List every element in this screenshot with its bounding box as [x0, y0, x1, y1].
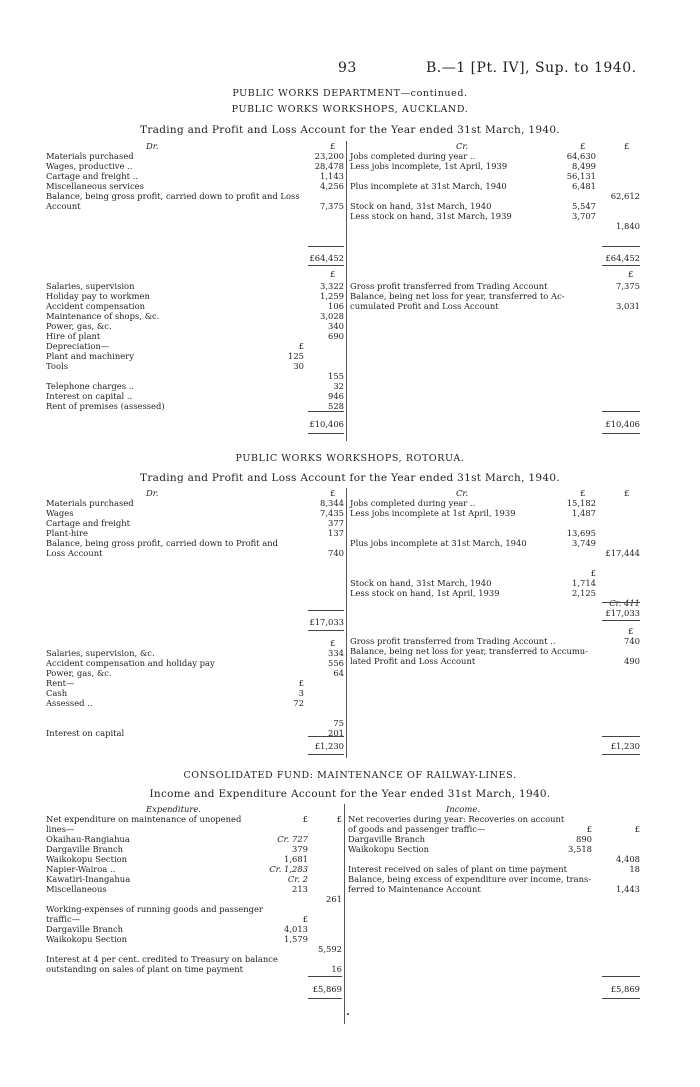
ledger-row [46, 854, 342, 864]
pound-heading: £ [330, 141, 336, 151]
ledger-row [46, 311, 344, 321]
row-label: Kawatiri-Inangahua [46, 874, 131, 884]
ledger-row [350, 221, 640, 231]
rule [308, 998, 342, 999]
rotorua-title: PUBLIC WORKS WORKSHOPS, ROTORUA. [235, 453, 465, 464]
ledger-row [348, 814, 640, 824]
row-amount: 75 [333, 718, 344, 728]
document-reference: B.—1 [Pt. IV], Sup. to 1940. [426, 60, 637, 76]
row-label: lines— [46, 824, 75, 834]
dr-label: Dr. [146, 141, 159, 151]
row-amount: £17,444 [605, 548, 640, 558]
ledger-row [46, 824, 342, 834]
cr-section [350, 151, 640, 231]
row-label: Balance, being net loss for year, transferred to Ac- [350, 291, 565, 301]
rule [602, 411, 640, 412]
ledger-row [46, 874, 342, 884]
row-amount: Cr. 411 [609, 598, 640, 608]
total2-cr: £10,406 [605, 419, 640, 429]
row-label: Rent— [46, 678, 75, 688]
row-label: Net recoveries during year: Recoveries on account [348, 814, 565, 824]
row-label: Interest on capital .. [46, 391, 133, 401]
row-label: of goods and passenger traffic— [348, 824, 486, 834]
rule [308, 246, 344, 247]
row-amount: 6,481 [572, 181, 596, 191]
rule [602, 246, 640, 247]
ledger-row [350, 646, 640, 656]
dr2-section [46, 281, 344, 411]
total-cr: £17,033 [605, 608, 640, 618]
total-income: £5,869 [610, 984, 640, 994]
row-label: Jobs completed during year .. [350, 151, 476, 161]
ledger-row [46, 904, 342, 914]
row-label: Cartage and freight .. [46, 171, 138, 181]
row-amount: 740 [624, 636, 640, 646]
row-amount: 1,143 [320, 171, 344, 181]
ledger-row [350, 518, 640, 528]
ledger-row [350, 568, 640, 578]
row-amount: 946 [328, 391, 344, 401]
cr2-section [350, 281, 640, 311]
ledger-row [46, 648, 344, 658]
rule [602, 265, 640, 266]
total-dr: £17,033 [309, 617, 344, 627]
row-label: Materials purchased [46, 498, 134, 508]
cr2-section [350, 636, 640, 666]
row-amount: £ [586, 824, 592, 834]
total-dr: £64,452 [309, 253, 344, 263]
row-amount: 64,630 [566, 151, 596, 161]
row-amount: 890 [576, 834, 592, 844]
rule [602, 620, 640, 621]
row-label: Okaihau-Rangiahua [46, 834, 130, 844]
ledger-row [46, 688, 344, 698]
row-label: Stock on hand, 31st March, 1940 [350, 578, 492, 588]
row-amount: 1,681 [284, 854, 308, 864]
row-label: ferred to Maintenance Account [348, 884, 481, 894]
ledger-row [46, 658, 344, 668]
ledger-row [46, 678, 344, 688]
row-amount: 3,518 [568, 844, 592, 854]
row-amount: 64 [333, 668, 344, 678]
row-amount: 125 [288, 351, 304, 361]
row-label: Telephone charges .. [46, 381, 135, 391]
row-amount: 690 [328, 331, 344, 341]
row-amount: £ [590, 568, 596, 578]
row-amount: 13,695 [566, 528, 596, 538]
row-amount: 1,487 [572, 508, 596, 518]
ledger-row [46, 151, 344, 161]
row-amount: 155 [328, 371, 344, 381]
row-amount: 32 [333, 381, 344, 391]
ledger-row [348, 834, 640, 844]
railway-account [46, 804, 640, 1024]
row-label: Miscellaneous services [46, 181, 144, 191]
ledger-row [46, 924, 342, 934]
ledger-row [46, 894, 342, 904]
column-divider [346, 488, 347, 758]
ledger-row [46, 301, 344, 311]
row-amount: 23,200 [314, 151, 344, 161]
row-label: Interest received on sales of plant on time payment [348, 864, 567, 874]
row-amount: 213 [292, 884, 308, 894]
ledger-row [350, 301, 640, 311]
rule [308, 265, 344, 266]
row-amount: 1,579 [284, 934, 308, 944]
rule [602, 433, 640, 434]
row-amount: 377 [328, 518, 344, 528]
row-label: Balance, being net loss for year, transferred to Accumu- [350, 646, 589, 656]
ledger-row [46, 548, 344, 558]
railway-title: CONSOLIDATED FUND: MAINTENANCE OF RAILWAY-LINES. [183, 770, 517, 781]
ledger-row [46, 708, 344, 718]
row-label: Account [46, 201, 81, 211]
row-amount: 201 [328, 728, 344, 738]
row-label: Dargaville Branch [348, 834, 426, 844]
total2-dr: £1,230 [314, 741, 344, 751]
row-label: Power, gas, &c. [46, 321, 112, 331]
ledger-row [46, 401, 344, 411]
row-label: Miscellaneous [46, 884, 107, 894]
row-label: Accident compensation and holiday pay [46, 658, 215, 668]
row-label: Accident compensation [46, 301, 146, 311]
row-label: Plus jobs incomplete at 31st March, 1940 [350, 538, 527, 548]
row-amount: 2,125 [572, 588, 596, 598]
row-amount: 3,749 [572, 538, 596, 548]
row-label: cumulated Profit and Loss Account [350, 301, 499, 311]
dr-label: Dr. [146, 488, 159, 498]
ledger-row [350, 558, 640, 568]
row-amount: £ [298, 678, 304, 688]
row-amount: 3,322 [320, 281, 344, 291]
ledger-row [46, 508, 344, 518]
ledger-row [46, 371, 344, 381]
ledger-row [46, 341, 344, 351]
ledger-row [350, 181, 640, 191]
ledger-row [350, 498, 640, 508]
row-label: lated Profit and Loss Account [350, 656, 476, 666]
ledger-row [348, 874, 640, 884]
ledger-row [46, 718, 344, 728]
pound-heading: £ [330, 638, 336, 648]
row-label: Wages, productive .. [46, 161, 133, 171]
row-amount: £ [336, 814, 342, 824]
row-amount: 16 [331, 964, 342, 974]
row-amount: 4,256 [320, 181, 344, 191]
row-amount: 4,013 [284, 924, 308, 934]
rule [602, 754, 640, 755]
row-label: Cartage and freight [46, 518, 131, 528]
row-amount: 379 [292, 844, 308, 854]
row-amount: 340 [328, 321, 344, 331]
rule [308, 630, 344, 631]
ledger-row [46, 161, 344, 171]
row-label: Plant and machinery [46, 351, 134, 361]
ledger-row [46, 381, 344, 391]
ledger-row [46, 884, 342, 894]
auckland-account [46, 141, 640, 441]
row-label: Waikokopu Section [348, 844, 430, 854]
ledger-row [350, 291, 640, 301]
row-amount: 30 [293, 361, 304, 371]
ledger-row [350, 191, 640, 201]
rule [602, 736, 640, 737]
row-amount: 1,259 [320, 291, 344, 301]
row-label: Jobs completed during year .. [350, 498, 476, 508]
ledger-row [46, 668, 344, 678]
ledger-row [350, 528, 640, 538]
total2-dr: £10,406 [309, 419, 344, 429]
row-label: Less stock on hand, 31st March, 1939 [350, 211, 512, 221]
row-label: Assessed .. [46, 698, 93, 708]
ledger-row [46, 391, 344, 401]
pound-heading: £ [580, 488, 586, 498]
rule [602, 976, 640, 977]
cr-label: Cr. [456, 488, 469, 498]
row-label: Depreciation— [46, 341, 110, 351]
column-divider [344, 804, 345, 1024]
ledger-row [46, 538, 344, 548]
row-amount: £ [634, 824, 640, 834]
ledger-row [46, 834, 342, 844]
total-cr: £64,452 [605, 253, 640, 263]
row-label: Materials purchased [46, 151, 134, 161]
row-amount: 7,435 [320, 508, 344, 518]
ledger-row [350, 508, 640, 518]
pound-heading: £ [330, 269, 336, 279]
ledger-row [350, 211, 640, 221]
row-amount: 5,547 [572, 201, 596, 211]
ledger-row [46, 321, 344, 331]
row-amount: Cr. 727 [277, 834, 308, 844]
row-label: Gross profit transferred from Trading Account [350, 281, 548, 291]
row-amount: 1,443 [616, 884, 640, 894]
row-amount: 15,182 [566, 498, 596, 508]
pound-heading: £ [624, 488, 630, 498]
ledger-row [46, 964, 342, 974]
row-label: Net expenditure on maintenance of unopened [46, 814, 242, 824]
row-label: Plant-hire [46, 528, 88, 538]
dr-section [46, 498, 344, 558]
ledger-row [46, 171, 344, 181]
row-amount: 261 [326, 894, 342, 904]
ledger-row [350, 636, 640, 646]
row-label: Less stock on hand, 1st April, 1939 [350, 588, 500, 598]
row-label: Less jobs incomplete, 1st April, 1939 [350, 161, 508, 171]
ledger-row [46, 191, 344, 201]
row-amount: 3,707 [572, 211, 596, 221]
row-amount: 8,344 [320, 498, 344, 508]
ledger-row [350, 548, 640, 558]
ledger-row [348, 824, 640, 834]
rule [308, 754, 344, 755]
row-amount: 7,375 [616, 281, 640, 291]
ledger-row [46, 814, 342, 824]
ledger-row [350, 656, 640, 666]
row-amount: 528 [328, 401, 344, 411]
ledger-row [348, 854, 640, 864]
row-amount: 62,612 [610, 191, 640, 201]
dr2-section [46, 648, 344, 738]
row-amount: 740 [328, 548, 344, 558]
row-amount: 7,375 [320, 201, 344, 211]
cr-section [350, 498, 640, 608]
rotorua-account [46, 488, 640, 758]
row-label: Wages [46, 508, 74, 518]
pound-heading: £ [628, 269, 634, 279]
decorative-dot [347, 1013, 349, 1015]
ledger-row [350, 161, 640, 171]
dr-section [46, 151, 344, 211]
ledger-row [46, 361, 344, 371]
ledger-row [46, 281, 344, 291]
row-label: Tools [46, 361, 68, 371]
page-number: 93 [338, 60, 357, 76]
row-amount: 1,840 [616, 221, 640, 231]
row-label: Stock on hand, 31st March, 1940 [350, 201, 492, 211]
row-label: Interest on capital [46, 728, 125, 738]
row-amount: 3 [298, 688, 304, 698]
ledger-row [46, 498, 344, 508]
row-label: Power, gas, &c. [46, 668, 112, 678]
row-amount: 556 [328, 658, 344, 668]
pound-heading: £ [624, 141, 630, 151]
row-amount: 490 [624, 656, 640, 666]
ledger-row [350, 201, 640, 211]
row-amount: £ [298, 341, 304, 351]
row-label: Salaries, supervision [46, 281, 135, 291]
row-label: Balance, being excess of expenditure over income, trans- [348, 874, 592, 884]
income-label: Income. [446, 804, 480, 814]
ledger-row [350, 538, 640, 548]
row-label: Napier-Wairoa .. [46, 864, 116, 874]
row-amount: 106 [328, 301, 344, 311]
row-label: Balance, being gross profit, carried down to Profit and [46, 538, 279, 548]
ledger-row [46, 844, 342, 854]
row-amount: 18 [629, 864, 640, 874]
row-label: Dargaville Branch [46, 924, 124, 934]
ledger-row [348, 844, 640, 854]
ledger-row [46, 181, 344, 191]
rule [602, 602, 640, 603]
row-label: Maintenance of shops, &c. [46, 311, 160, 321]
row-amount: Cr. 2 [287, 874, 308, 884]
row-label: Cash [46, 688, 68, 698]
row-label: Hire of plant [46, 331, 101, 341]
department-title: PUBLIC WORKS DEPARTMENT—continued. [232, 88, 468, 99]
row-label: Less jobs incomplete at 1st April, 1939 [350, 508, 516, 518]
ledger-row [46, 331, 344, 341]
row-label: Waikokopu Section [46, 854, 128, 864]
row-amount: £ [302, 814, 308, 824]
column-divider [346, 141, 347, 441]
row-label: Plus incomplete at 31st March, 1940 [350, 181, 507, 191]
ledger-row [46, 201, 344, 211]
rule [308, 411, 344, 412]
row-label: outstanding on sales of plant on time payment [46, 964, 243, 974]
row-amount: 72 [293, 698, 304, 708]
ledger-row [46, 864, 342, 874]
row-label: Holiday pay to workmen [46, 291, 150, 301]
row-amount: 1,714 [572, 578, 596, 588]
ledger-row [350, 578, 640, 588]
pound-heading: £ [580, 141, 586, 151]
auckland-subtitle: Trading and Profit and Loss Account for the Year ended 31st March, 1940. [140, 124, 560, 136]
income-section [348, 814, 640, 894]
ledger-row [350, 281, 640, 291]
auckland-title: PUBLIC WORKS WORKSHOPS, AUCKLAND. [231, 104, 469, 115]
row-label: Interest at 4 per cent. credited to Treasury on balance [46, 954, 278, 964]
row-label: Salaries, supervision, &c. [46, 648, 155, 658]
row-amount: 137 [328, 528, 344, 538]
ledger-row [350, 598, 640, 608]
ledger-row [348, 884, 640, 894]
row-amount: 28,478 [314, 161, 344, 171]
row-label: Balance, being gross profit, carried down to profit and Loss [46, 191, 300, 201]
row-amount: 3,028 [320, 311, 344, 321]
rule [308, 433, 344, 434]
ledger-row [350, 151, 640, 161]
rule [308, 610, 344, 611]
row-amount: £ [302, 914, 308, 924]
pound-heading: £ [330, 488, 336, 498]
row-label: Rent of premises (assessed) [46, 401, 165, 411]
row-label: Dargaville Branch [46, 844, 124, 854]
row-amount: 4,408 [616, 854, 640, 864]
ledger-row [350, 171, 640, 181]
row-amount: 334 [328, 648, 344, 658]
ledger-row [348, 864, 640, 874]
expenditure-section [46, 814, 342, 974]
rule [602, 998, 640, 999]
ledger-row [46, 934, 342, 944]
row-label: Waikokopu Section [46, 934, 128, 944]
rotorua-subtitle: Trading and Profit and Loss Account for the Year ended 31st March, 1940. [140, 472, 560, 484]
ledger-row [46, 518, 344, 528]
ledger-row [350, 588, 640, 598]
row-label: Loss Account [46, 548, 103, 558]
expenditure-label: Expenditure. [146, 804, 201, 814]
railway-subtitle: Income and Expenditure Account for the Year ended 31st March, 1940. [149, 788, 551, 800]
total2-cr: £1,230 [610, 741, 640, 751]
row-amount: Cr. 1,283 [269, 864, 308, 874]
ledger-row [46, 954, 342, 964]
row-label: traffic— [46, 914, 81, 924]
row-label: Working-expenses of running goods and passenger [46, 904, 263, 914]
ledger-row [46, 944, 342, 954]
ledger-row [46, 528, 344, 538]
cr-label: Cr. [456, 141, 469, 151]
ledger-row [46, 291, 344, 301]
rule [308, 976, 342, 977]
row-amount: 8,499 [572, 161, 596, 171]
rule [308, 736, 344, 737]
row-amount: 56,131 [566, 171, 596, 181]
ledger-row [46, 698, 344, 708]
row-label: Gross profit transferred from Trading Account .. [350, 636, 556, 646]
total-expenditure: £5,869 [312, 984, 342, 994]
pound-heading: £ [628, 626, 634, 636]
ledger-row [46, 728, 344, 738]
ledger-row [46, 914, 342, 924]
row-amount: 3,031 [616, 301, 640, 311]
row-amount: 5,592 [318, 944, 342, 954]
ledger-row [46, 351, 344, 361]
